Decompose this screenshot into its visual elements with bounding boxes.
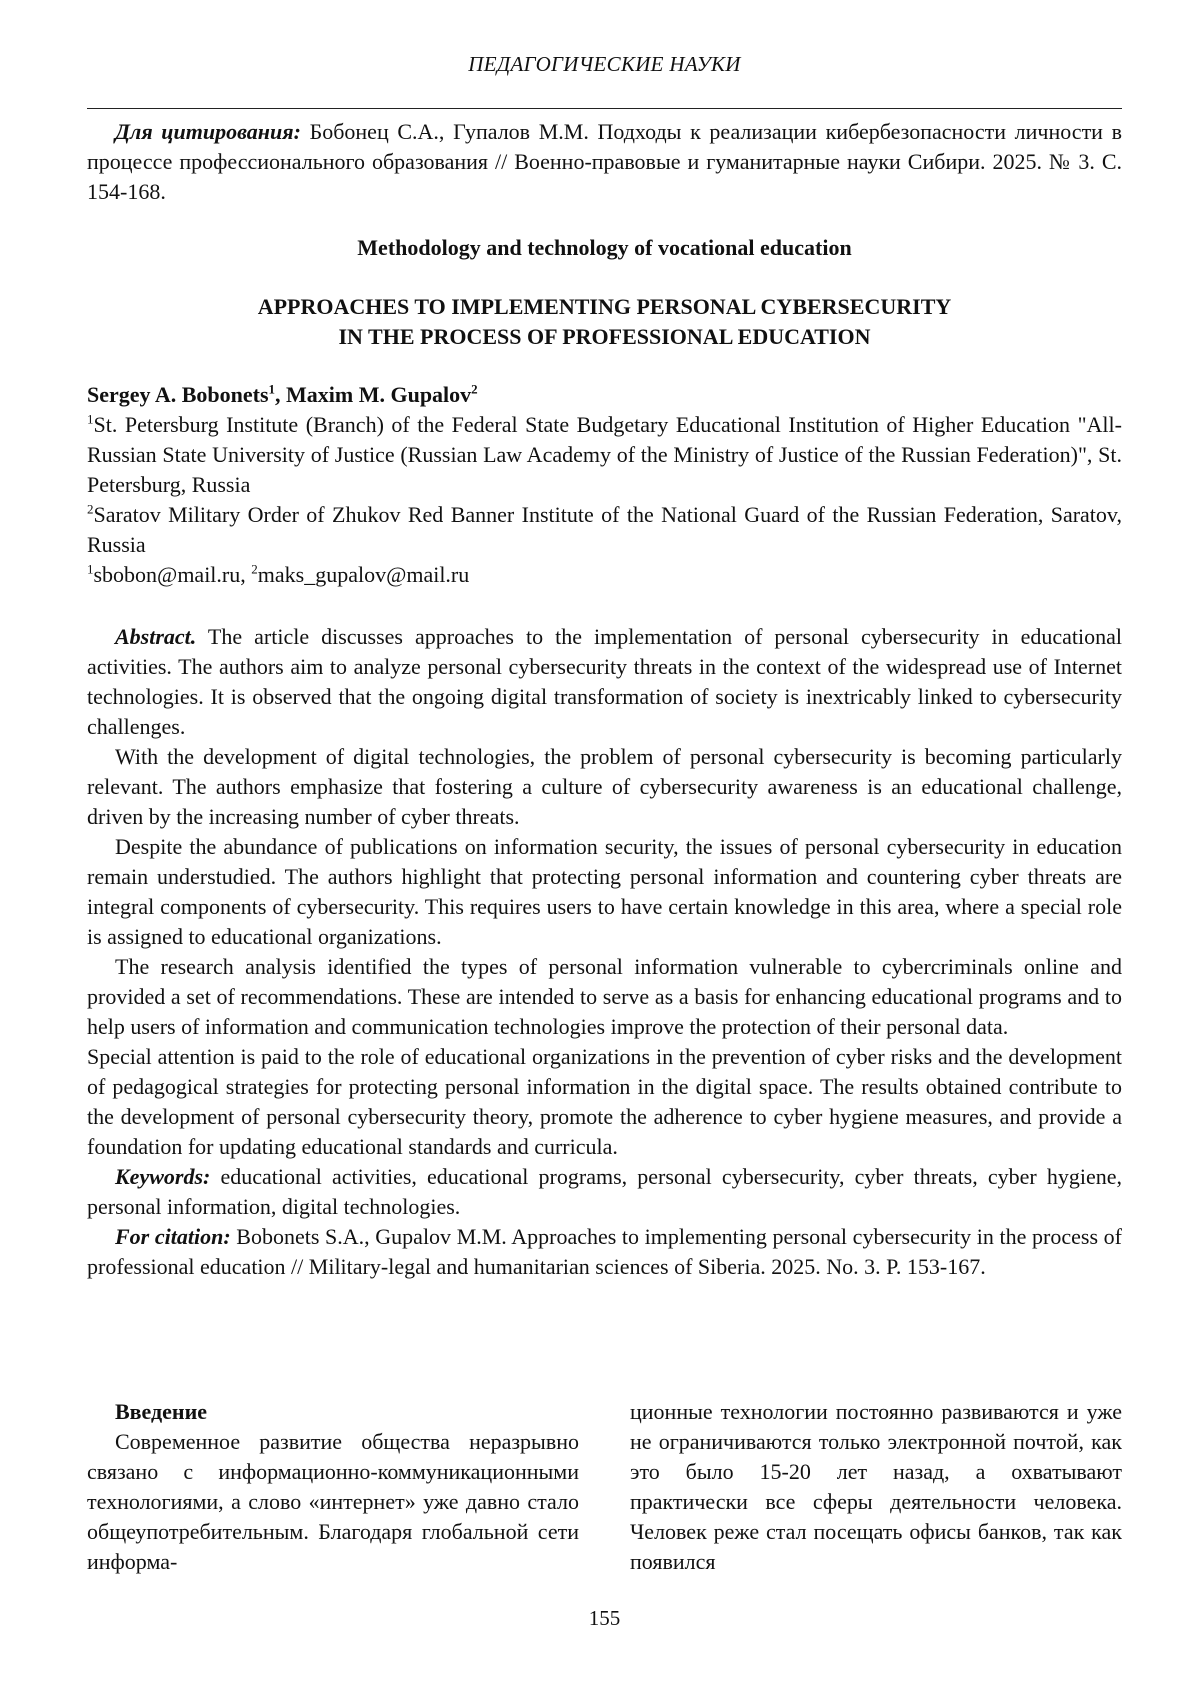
paper-title [87, 292, 1122, 352]
header-rule [87, 108, 1122, 109]
section-heading: Methodology and technology of vocational education [357, 235, 852, 260]
email-2-marker: 2 [251, 561, 258, 577]
affiliation-1-marker: 1 [87, 411, 94, 427]
author-separator: , [275, 382, 286, 407]
affiliation-2-text: Saratov Military Order of Zhukov Red Banner Institute of the National Guard of the Russian Federation, Saratov, Russia [87, 502, 1122, 557]
abstract-paragraph-1-text: The article discusses approaches to the implementation of personal cybersecurity in educational activities. The authors aim to analyze personal cybersecurity threats in the context of the widespread use of Internet technologies. It is observed that the ongoing digital transformation of society is inextricably linked to cybersecurity challenges. [87, 624, 1122, 739]
citation-russian-text: Бобонец С.А., Гупалов М.М. Подходы к реализации кибербезопасности личности в процессе профессионального образования // Военно-правовые и гуманитарные науки Сибири. 2025. № 3. С. 154-168. [87, 119, 1122, 204]
email-1: sbobon@mail.ru, [93, 562, 252, 587]
body-columns [87, 1397, 1122, 1577]
introduction-heading: Введение [115, 1399, 208, 1424]
citation-english-label: For citation: [115, 1224, 231, 1249]
abstract-paragraph-4: The research analysis identified the types of personal information vulnerable to cybercriminals online and provided a set of recommendations. These are intended to serve as a basis for enhancing educational programs and to help users of information and communication technologies improve the protection of their personal data. [87, 954, 1122, 1039]
email-2: maks_gupalov@mail.ru [257, 562, 470, 587]
keywords-label: Keywords: [115, 1164, 211, 1189]
email-1-marker: 1 [87, 561, 94, 577]
left-column [87, 1397, 579, 1577]
author-2: Maxim M. Gupalov [286, 382, 472, 407]
page-number: 155 [588, 1606, 621, 1630]
abstract-paragraph-1 [87, 622, 1122, 742]
introduction-left-text: Современное развитие общества неразрывно связано с информационно-коммуникационными технологиями, а слово «интернет» уже давно стало общеупотребительным. Благодаря глобальной сети информа- [87, 1429, 579, 1574]
affiliation-1 [87, 410, 1122, 500]
abstract-label: Abstract. [115, 624, 197, 649]
author-1-marker: 1 [268, 381, 275, 397]
author-1: Sergey A. Bobonets [87, 382, 269, 407]
running-header: ПЕДАГОГИЧЕСКИЕ НАУКИ [468, 52, 741, 76]
abstract-block [87, 622, 1122, 1282]
affiliation-2-marker: 2 [87, 501, 94, 517]
introduction-right-text: ционные технологии постоянно развиваются и уже не ограничиваются только электронной почтой, как это было 15-20 лет назад, а охватывают практически все сферы деятельности человека. Человек реже стал посещать офисы банков, так как появился [630, 1399, 1122, 1574]
abstract-paragraph-3: Despite the abundance of publications on information security, the issues of personal cybersecurity in education remain understudied. The authors highlight that protecting personal information and countering cyber threats are integral components of cybersecurity. This requires users to have certain knowledge in this area, where a special role is assigned to educational organizations. [87, 834, 1122, 949]
keywords [87, 1162, 1122, 1222]
right-column [630, 1397, 1122, 1577]
abstract-paragraph-5: Special attention is paid to the role of educational organizations in the prevention of cyber risks and the development of pedagogical strategies for protecting personal information in the digital space. The results obtained contribute to the development of personal cybersecurity theory, promote the adherence to cyber hygiene measures, and provide a foundation for updating educational standards and curricula. [87, 1044, 1122, 1159]
citation-english [87, 1222, 1122, 1282]
paper-title-line-1: APPROACHES TO IMPLEMENTING PERSONAL CYBERSECURITY [257, 294, 952, 319]
affiliation-1-text: St. Petersburg Institute (Branch) of the Federal State Budgetary Educational Institution of Higher Education "All-Russian State University of Justice (Russian Law Academy of the Ministry of Justice of the Russian Federation)", St. Petersburg, Russia [87, 412, 1122, 497]
paper-title-line-2: IN THE PROCESS OF PROFESSIONAL EDUCATION [338, 324, 871, 349]
author-2-marker: 2 [471, 381, 478, 397]
affiliation-2 [87, 500, 1122, 560]
keywords-text: educational activities, educational programs, personal cybersecurity, cyber threats, cyber hygiene, personal information, digital technologies. [87, 1164, 1122, 1219]
authors-block [87, 380, 1122, 590]
citation-russian-label: Для цитирования: [115, 119, 301, 144]
citation-english-text: Bobonets S.A., Gupalov M.M. Approaches to implementing personal cybersecurity in the process of professional education // Military-legal and humanitarian sciences of Siberia. 2025. No. 3. P. 153-167. [87, 1224, 1122, 1279]
citation-russian [87, 117, 1122, 207]
author-emails [87, 560, 1122, 590]
author-names [87, 380, 1122, 410]
abstract-paragraph-2: With the development of digital technologies, the problem of personal cybersecurity is becoming particularly relevant. The authors emphasize that fostering a culture of cybersecurity awareness is an educational challenge, driven by the increasing number of cyber threats. [87, 744, 1122, 829]
